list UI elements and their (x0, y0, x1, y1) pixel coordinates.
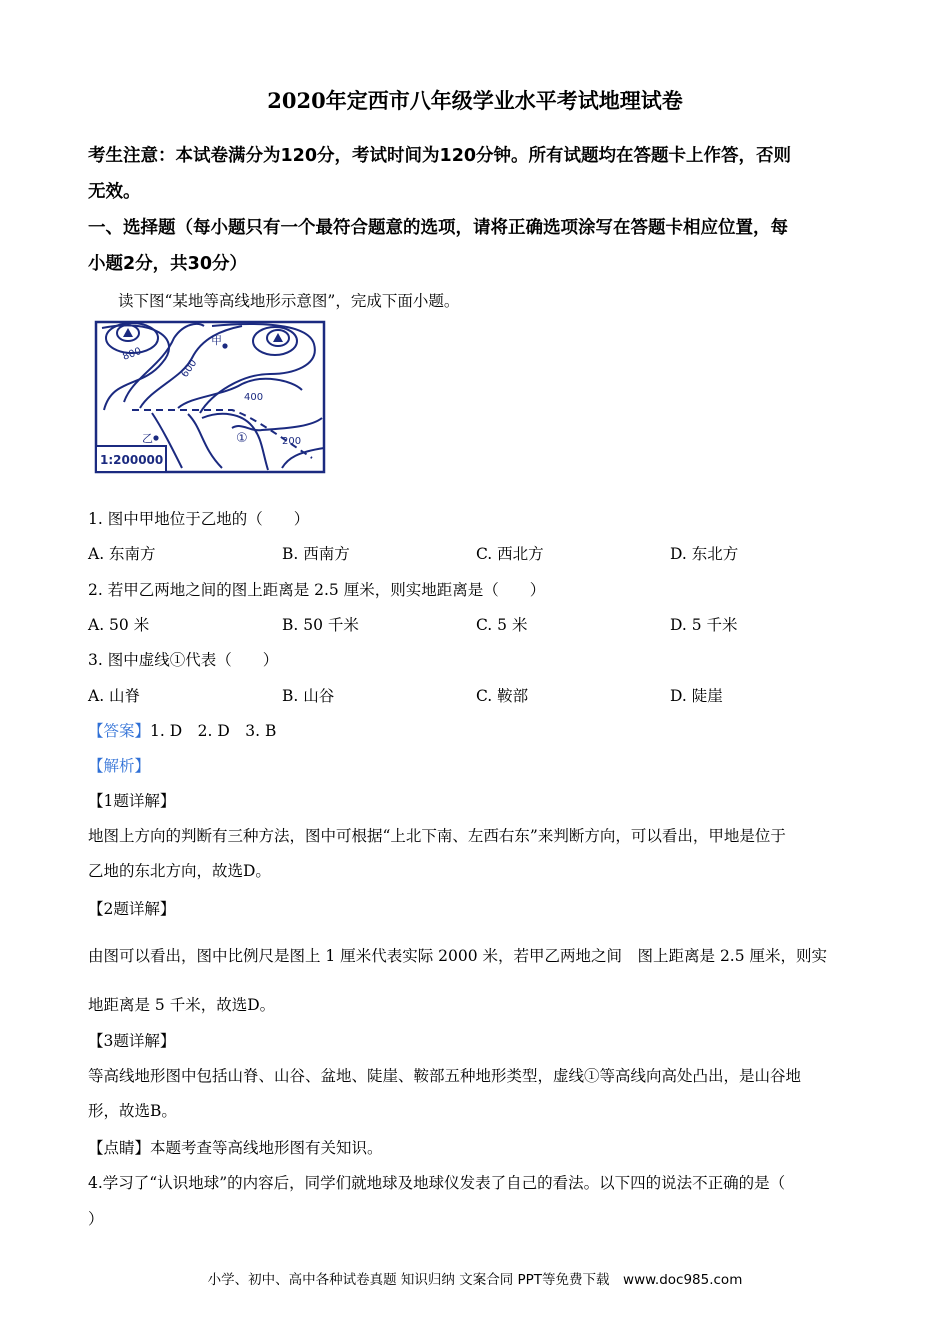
question-2-option-b: B. 50 千米 (282, 616, 359, 634)
contour-label-200: 200 (282, 436, 302, 447)
detail-1-line-1: 地图上方向的判断有三种方法，图中可根据“上北下南、左西右东”来判断方向，可以看出，甲地是位于 (88, 827, 786, 845)
question-3-option-a: A. 山脊 (88, 687, 141, 705)
question-3-stem: 3. 图中虚线①代表（ ） (88, 651, 279, 669)
section-heading-line-1: 一、选择题（每小题只有一个最符合题意的选项，请将正确选项涂写在答题卡相应位置，每 (88, 218, 788, 238)
question-2-option-a: A. 50 米 (88, 616, 150, 634)
notice-line-1: 考生注意：本试卷满分为120分，考试时间为120分钟。所有试题均在答题卡上作答，否则 (88, 146, 792, 166)
point-yi (153, 435, 158, 440)
notice-line-2: 无效。 (88, 182, 141, 202)
map-scale: 1:200000 (100, 453, 164, 467)
question-2-option-d: D. 5 千米 (670, 616, 738, 634)
contour-map (92, 318, 332, 478)
question-3-option-d: D. 陡崖 (670, 687, 723, 705)
intro-text: 读下图“某地等高线地形示意图”，完成下面小题。 (118, 292, 460, 310)
analysis-label: 【解析】 (88, 757, 151, 775)
detail-1-line-2: 乙地的东北方向，故选D。 (88, 862, 271, 880)
detail-2-label: 【2题详解】 (88, 900, 176, 918)
question-1-option-b: B. 西南方 (282, 545, 350, 563)
question-2-stem: 2. 若甲乙两地之间的图上距离是 2.5 厘米，则实地距离是（ ） (88, 581, 546, 599)
question-1-option-d: D. 东北方 (670, 545, 739, 563)
label-jia: 甲 (211, 334, 222, 347)
contour-label-400: 400 (244, 392, 264, 403)
comment-text: 【点睛】本题考查等高线地形图有关知识。 (88, 1139, 383, 1157)
question-1-option-c: C. 西北方 (476, 545, 544, 563)
label-valley-1: ① (236, 431, 248, 446)
detail-3-line-2: 形，故选B。 (88, 1102, 177, 1120)
point-jia (222, 343, 227, 348)
answer-text: 1. D 2. D 3. B (150, 722, 277, 740)
label-yi: 乙 (142, 432, 153, 445)
question-4-line-1: 4.学习了“认识地球”的内容后，同学们就地球及地球仪发表了自己的看法。以下四的说法不正确的是（ (88, 1174, 786, 1192)
question-3-option-c: C. 鞍部 (476, 687, 529, 705)
detail-3-label: 【3题详解】 (88, 1032, 176, 1050)
detail-2-line-1: 由图可以看出，图中比例尺是图上 1 厘米代表实际 2000 米，若甲乙两地之间 图上距离是 2.5 厘米，则实 (88, 947, 828, 965)
detail-1-label: 【1题详解】 (88, 792, 176, 810)
contour-label-800: 800 (121, 345, 143, 363)
contour-label-600: 600 (179, 357, 200, 380)
question-1-option-a: A. 东南方 (88, 545, 156, 563)
detail-2-line-2: 地距离是 5 千米，故选D。 (88, 996, 276, 1014)
answer-line (88, 719, 276, 741)
page-title: 2020年定西市八年级学业水平考试地理试卷 (267, 88, 683, 113)
detail-3-line-1: 等高线地形图中包括山脊、山谷、盆地、陡崖、鞍部五种地形类型，虚线①等高线向高处凸出，是山谷地 (88, 1067, 802, 1085)
question-1-stem: 1. 图中甲地位于乙地的（ ） (88, 510, 310, 528)
page-footer: 小学、初中、高中各种试卷真题 知识归纳 文案合同 PPT等免费下载 www.doc985.com (207, 1272, 743, 1288)
question-2-option-c: C. 5 米 (476, 616, 528, 634)
answer-label: 【答案】 (88, 722, 151, 740)
section-heading-line-2: 小题2分，共30分） (88, 254, 248, 274)
question-3-option-b: B. 山谷 (282, 687, 335, 705)
question-4-line-2: ） (88, 1210, 104, 1228)
